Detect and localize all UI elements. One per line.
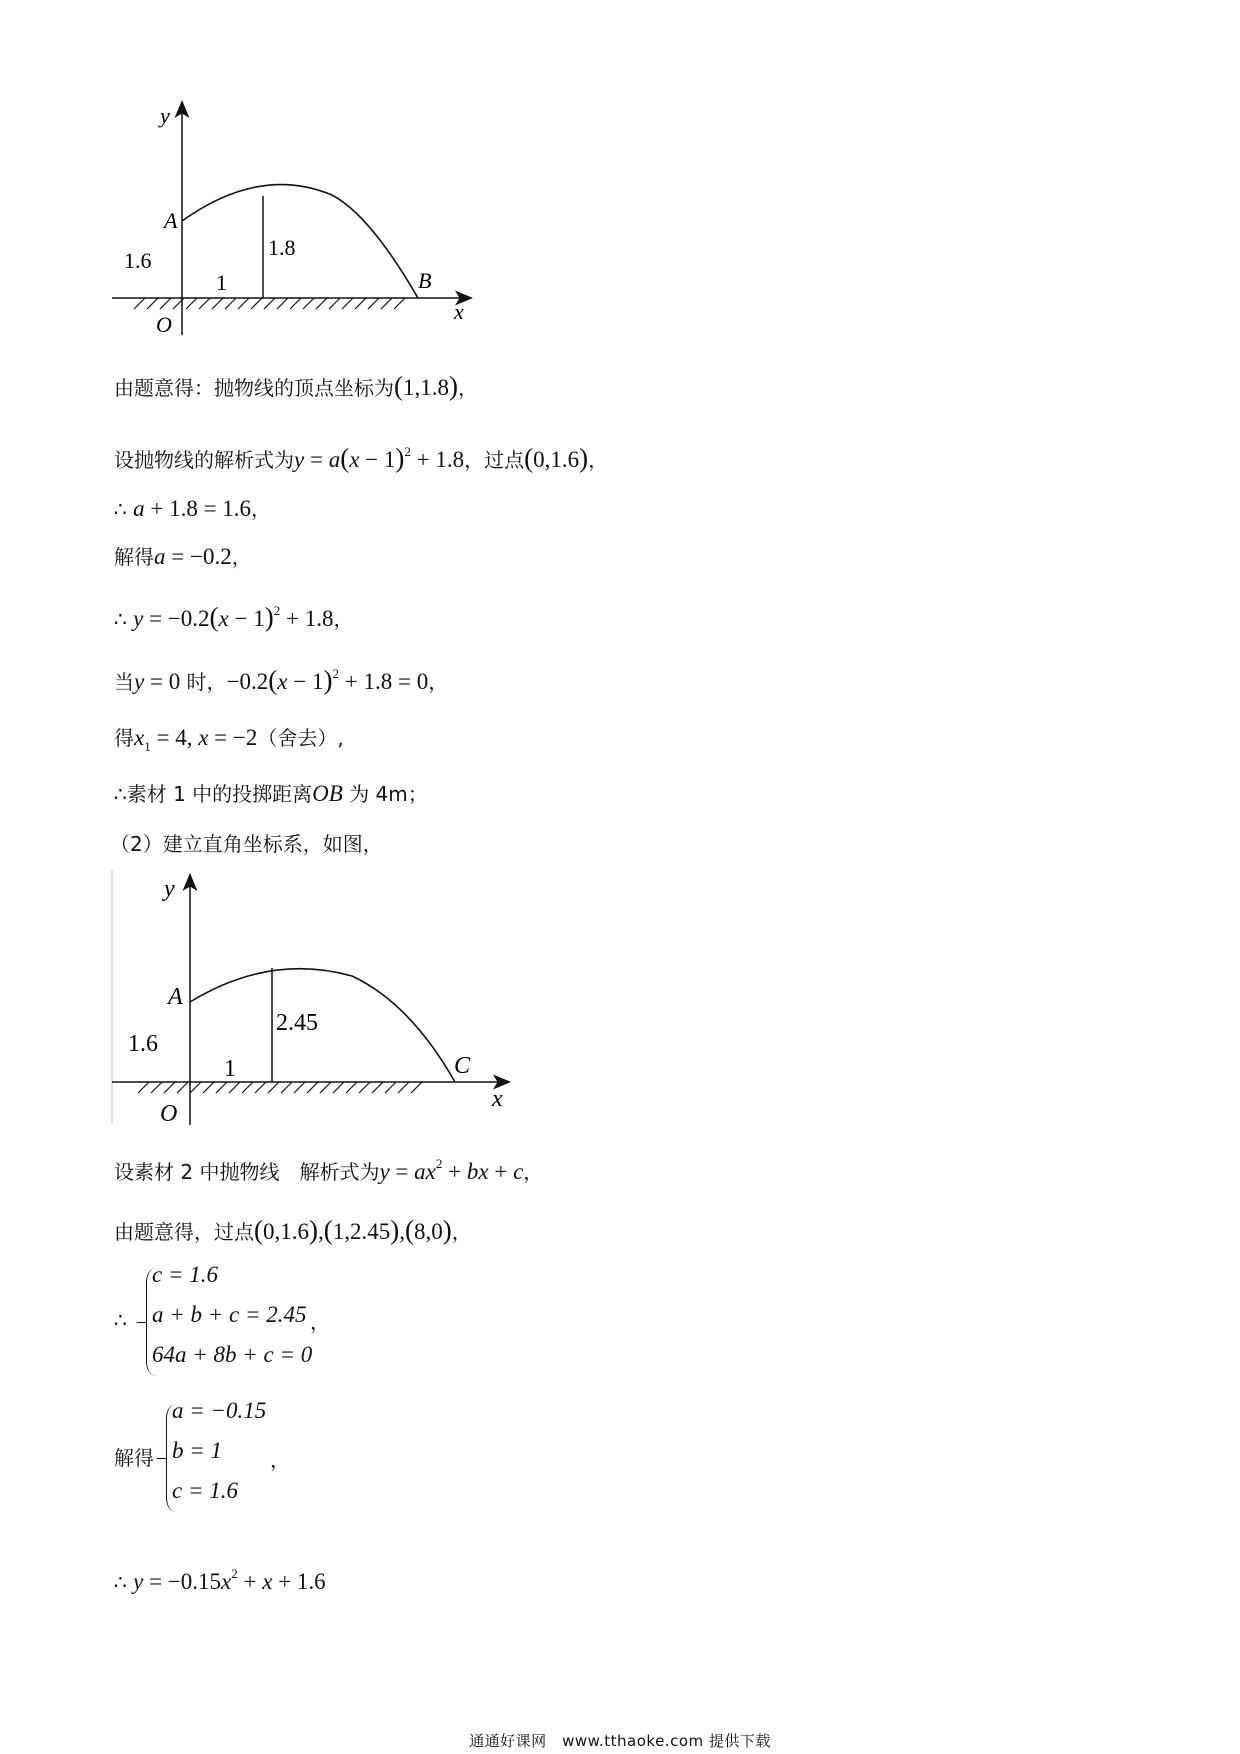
origin-label: O xyxy=(156,312,172,337)
hatch-mark xyxy=(277,298,288,309)
hatch-mark xyxy=(355,298,366,309)
vertex-x-label: 1 xyxy=(224,1056,236,1082)
vertex-height-label: 1.8 xyxy=(268,235,296,260)
text-line-equation: ∴ $y = -0.2(x - 1)^2 + 1.8$， xyxy=(114,602,354,632)
hatch-mark xyxy=(346,1082,357,1093)
point-c-label: C xyxy=(454,1053,471,1079)
hatch-mark xyxy=(268,1082,279,1093)
hatch-mark xyxy=(307,1082,318,1093)
system-comma: ， xyxy=(310,1310,330,1334)
hatch-mark xyxy=(151,1082,162,1093)
system-row: c = 1.6 xyxy=(152,1262,218,1287)
text-line-roots: 得$x_1 = 4$, x = −2（舍去）, xyxy=(114,725,344,754)
y-axis-label: y xyxy=(164,876,175,902)
hatch-mark xyxy=(342,298,353,309)
text-line-final-equation: ∴ $y = -0.15x^2 + x + 1.6$ xyxy=(114,1566,326,1594)
ground-hatching xyxy=(134,298,405,309)
hatch-mark xyxy=(329,298,340,309)
hatch-mark xyxy=(134,298,145,309)
hatch-mark xyxy=(368,298,379,309)
point-a-label: A xyxy=(164,208,178,233)
hatch-mark xyxy=(164,1082,175,1093)
hatch-mark xyxy=(394,298,405,309)
hatch-mark xyxy=(294,1082,305,1093)
hatch-mark xyxy=(264,298,275,309)
ground-hatching xyxy=(138,1082,422,1093)
vertex-x-label: 1 xyxy=(216,270,227,295)
hatch-mark xyxy=(177,1082,188,1093)
system-row: 64a + 8b + c = 0 xyxy=(152,1342,313,1367)
text-line-set-equation: 设抛物线的解析式为$y = a(x - 1)^2 + 1.8$，过点(0,1.6)， xyxy=(114,443,609,473)
hatch-mark xyxy=(186,298,197,309)
y-axis-label: y xyxy=(160,103,170,128)
hatch-mark xyxy=(190,1082,201,1093)
hatch-mark xyxy=(229,1082,240,1093)
x-axis-label: x xyxy=(492,1086,503,1112)
hatch-mark xyxy=(138,1082,149,1093)
hatch-mark xyxy=(255,1082,266,1093)
hatch-mark xyxy=(251,298,262,309)
x-axis-label: x xyxy=(454,299,464,324)
point-a-label: A xyxy=(168,984,183,1010)
hatch-mark xyxy=(147,298,158,309)
vertex-height-label: 2.45 xyxy=(276,1010,318,1036)
text-line-substitute: ∴ a + 1.8 = 1.6， xyxy=(114,496,272,521)
therefore-symbol: ∴ xyxy=(114,1308,127,1332)
system-comma: ， xyxy=(270,1448,290,1472)
hatch-mark xyxy=(320,1082,331,1093)
origin-label: O xyxy=(160,1101,178,1127)
system-row: b = 1 xyxy=(172,1438,223,1463)
equation-system-2 xyxy=(114,1398,534,1518)
hatch-mark xyxy=(385,1082,396,1093)
hatch-mark xyxy=(398,1082,409,1093)
hatch-mark xyxy=(290,298,301,309)
hatch-mark xyxy=(212,298,223,309)
hatch-mark xyxy=(303,298,314,309)
system-row: a = −0.15 xyxy=(172,1398,267,1423)
hatch-mark xyxy=(242,1082,253,1093)
text-line-solve-a: 解得a = −0.2， xyxy=(114,544,252,569)
system-row: a + b + c = 2.45 xyxy=(152,1302,307,1327)
hatch-mark xyxy=(411,1082,422,1093)
hatch-mark xyxy=(160,298,171,309)
figure-1 xyxy=(100,95,480,345)
hatch-mark xyxy=(381,298,392,309)
equation-system-1 xyxy=(114,1262,534,1382)
text-line-distance: ∴素材 1 中的投掷距离OB 为 4m； xyxy=(114,781,428,806)
hatch-mark xyxy=(199,298,210,309)
hatch-mark xyxy=(216,1082,227,1093)
hatch-mark xyxy=(225,298,236,309)
system-row: c = 1.6 xyxy=(172,1478,238,1503)
text-line-material2-equation: 设素材 2 中抛物线 解析式为$y = ax^2$ + bx + c， xyxy=(114,1156,544,1184)
text-line-vertex: 由题意得：抛物线的顶点坐标为(1,1.8)， xyxy=(114,371,478,401)
hatch-mark xyxy=(359,1082,370,1093)
solve-label: 解得 xyxy=(114,1446,154,1470)
text-line-when-y-zero: 当y = 0 时，$-0.2(x - 1)^2 + 1.8 = 0$， xyxy=(114,665,449,695)
a-height-label: 1.6 xyxy=(128,1031,158,1057)
hatch-mark xyxy=(372,1082,383,1093)
hatch-mark xyxy=(203,1082,214,1093)
point-b-label: B xyxy=(418,268,432,293)
hatch-mark xyxy=(281,1082,292,1093)
text-line-part2: （2）建立直角坐标系，如图， xyxy=(110,832,383,856)
text-line-points: 由题意得，过点(0,1.6),(1,2.45),(8,0)， xyxy=(114,1215,472,1245)
page-footer: 通通好课网 www.tthaoke.com 提供下载 xyxy=(469,1732,771,1750)
hatch-mark xyxy=(316,298,327,309)
hatch-mark xyxy=(333,1082,344,1093)
a-height-label: 1.6 xyxy=(124,248,152,273)
hatch-mark xyxy=(238,298,249,309)
figure-2 xyxy=(100,868,520,1138)
